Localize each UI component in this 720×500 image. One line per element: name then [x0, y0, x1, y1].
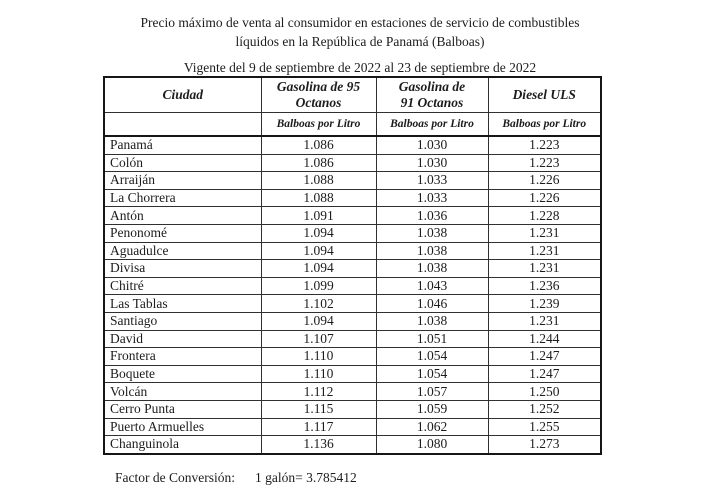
g95-cell: 1.086	[261, 154, 376, 172]
city-cell: Panamá	[104, 136, 261, 154]
city-cell: Volcán	[104, 383, 261, 401]
g95-cell: 1.094	[261, 260, 376, 278]
conversion-factor	[115, 470, 357, 486]
g91-cell: 1.080	[376, 436, 488, 454]
validity-period: Vigente del 9 de septiembre de 2022 al 23 de septiembre de 2022	[183, 60, 537, 75]
table-row	[104, 260, 601, 278]
column-header-ciudad: Ciudad	[104, 77, 261, 113]
diesel-cell: 1.236	[488, 277, 601, 295]
column-subheader-gasolina-91: Balboas por Litro	[376, 113, 488, 137]
g95-cell: 1.091	[261, 207, 376, 225]
diesel-cell: 1.247	[488, 365, 601, 383]
city-cell: Santiago	[104, 312, 261, 330]
g91-cell: 1.043	[376, 277, 488, 295]
diesel-cell: 1.228	[488, 207, 601, 225]
table-row	[104, 189, 601, 207]
table-subheader-row	[104, 113, 601, 137]
conversion-factor-value: 1 galón= 3.785412	[255, 470, 357, 485]
g95-cell: 1.086	[261, 136, 376, 154]
city-cell: Boquete	[104, 365, 261, 383]
diesel-cell: 1.250	[488, 383, 601, 401]
column-header-gasolina-95: Gasolina de 95 Octanos	[261, 77, 376, 113]
city-cell: Changuinola	[104, 436, 261, 454]
city-cell: Arraiján	[104, 172, 261, 190]
city-cell: Puerto Armuelles	[104, 418, 261, 436]
fuel-price-table	[103, 76, 602, 455]
table-row	[104, 207, 601, 225]
g91-cell: 1.057	[376, 383, 488, 401]
g95-cell: 1.094	[261, 224, 376, 242]
diesel-cell: 1.223	[488, 154, 601, 172]
city-cell: Aguadulce	[104, 242, 261, 260]
g91-cell: 1.033	[376, 189, 488, 207]
city-cell: David	[104, 330, 261, 348]
city-cell: Divisa	[104, 260, 261, 278]
diesel-cell: 1.231	[488, 224, 601, 242]
column-subheader-gasolina-95: Balboas por Litro	[261, 113, 376, 137]
diesel-cell: 1.247	[488, 348, 601, 366]
column-subheader-ciudad	[104, 113, 261, 137]
g91-cell: 1.038	[376, 312, 488, 330]
city-cell: Chitré	[104, 277, 261, 295]
g95-cell: 1.110	[261, 365, 376, 383]
g95-cell: 1.115	[261, 400, 376, 418]
city-cell: Antón	[104, 207, 261, 225]
g95-cell: 1.112	[261, 383, 376, 401]
city-cell: Penonomé	[104, 224, 261, 242]
g95-cell: 1.088	[261, 172, 376, 190]
table-row	[104, 400, 601, 418]
city-cell: Las Tablas	[104, 295, 261, 313]
g91-cell: 1.038	[376, 224, 488, 242]
g95-cell: 1.117	[261, 418, 376, 436]
column-subheader-diesel-uls: Balboas por Litro	[488, 113, 601, 137]
table-row	[104, 172, 601, 190]
document-title	[0, 0, 720, 51]
diesel-cell: 1.223	[488, 136, 601, 154]
diesel-cell: 1.231	[488, 242, 601, 260]
table-row	[104, 348, 601, 366]
diesel-cell: 1.231	[488, 260, 601, 278]
column-header-diesel-uls: Diesel ULS	[488, 77, 601, 113]
table-row	[104, 224, 601, 242]
conversion-factor-label: Factor de Conversión:	[115, 470, 235, 485]
table-header-row	[104, 77, 601, 113]
g95-cell: 1.136	[261, 436, 376, 454]
city-cell: Frontera	[104, 348, 261, 366]
g91-cell: 1.051	[376, 330, 488, 348]
table-row	[104, 136, 601, 154]
g95-cell: 1.110	[261, 348, 376, 366]
title-line-2: líquidos en la República de Panamá (Balboas)	[235, 34, 485, 49]
diesel-cell: 1.273	[488, 436, 601, 454]
diesel-cell: 1.252	[488, 400, 601, 418]
table-row	[104, 154, 601, 172]
g95-cell: 1.094	[261, 312, 376, 330]
g95-cell: 1.107	[261, 330, 376, 348]
diesel-cell: 1.244	[488, 330, 601, 348]
city-cell: Colón	[104, 154, 261, 172]
g91-cell: 1.059	[376, 400, 488, 418]
g91-cell: 1.062	[376, 418, 488, 436]
g91-cell: 1.033	[376, 172, 488, 190]
table-row	[104, 295, 601, 313]
diesel-cell: 1.255	[488, 418, 601, 436]
table-row	[104, 330, 601, 348]
g95-cell: 1.099	[261, 277, 376, 295]
g91-cell: 1.030	[376, 136, 488, 154]
city-cell: La Chorrera	[104, 189, 261, 207]
g95-cell: 1.102	[261, 295, 376, 313]
table-row	[104, 277, 601, 295]
diesel-cell: 1.231	[488, 312, 601, 330]
g91-cell: 1.038	[376, 260, 488, 278]
table-row	[104, 383, 601, 401]
g91-cell: 1.030	[376, 154, 488, 172]
g91-cell: 1.046	[376, 295, 488, 313]
title-line-1: Precio máximo de venta al consumidor en estaciones de servicio de combustibles	[140, 15, 580, 30]
g95-cell: 1.094	[261, 242, 376, 260]
g91-cell: 1.054	[376, 365, 488, 383]
column-header-gasolina-91: Gasolina de 91 Octanos	[376, 77, 488, 113]
diesel-cell: 1.226	[488, 189, 601, 207]
table-row	[104, 312, 601, 330]
table-row	[104, 242, 601, 260]
table-row	[104, 418, 601, 436]
g91-cell: 1.038	[376, 242, 488, 260]
diesel-cell: 1.239	[488, 295, 601, 313]
g95-cell: 1.088	[261, 189, 376, 207]
table-row	[104, 365, 601, 383]
diesel-cell: 1.226	[488, 172, 601, 190]
table-row	[104, 436, 601, 454]
g91-cell: 1.054	[376, 348, 488, 366]
city-cell: Cerro Punta	[104, 400, 261, 418]
g91-cell: 1.036	[376, 207, 488, 225]
